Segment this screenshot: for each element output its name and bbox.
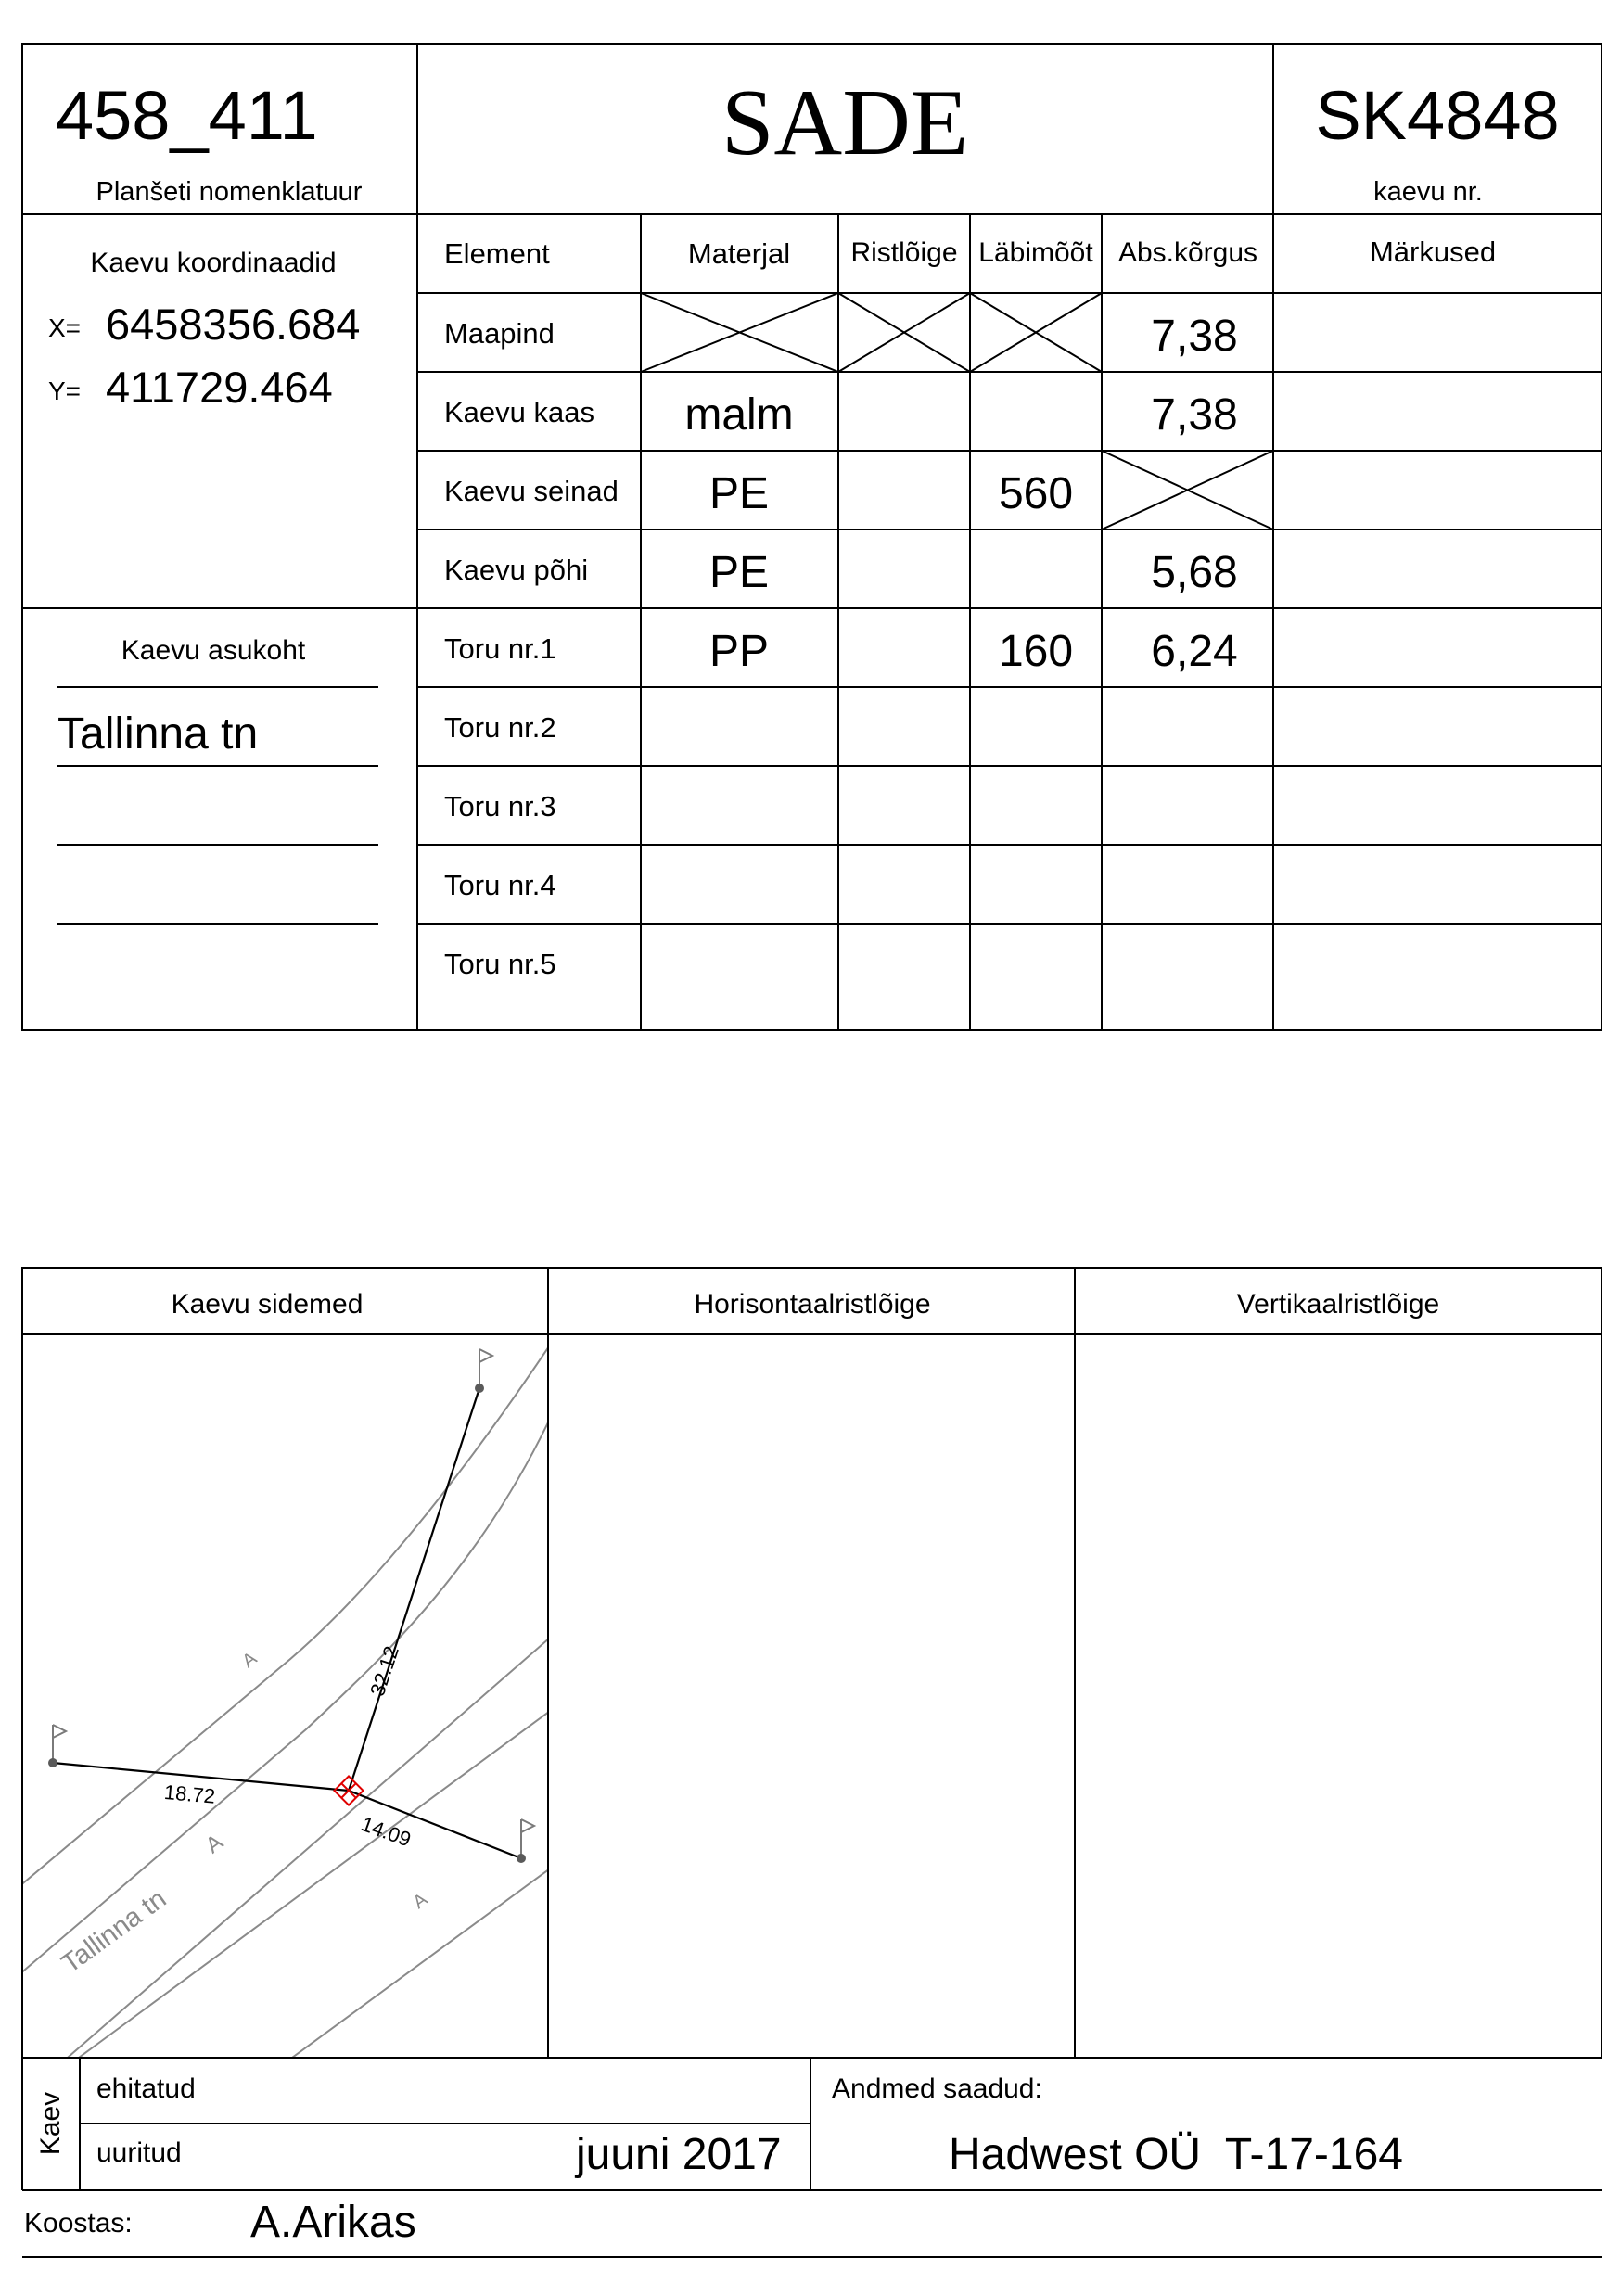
built-label: ehitatud: [96, 2073, 196, 2104]
col-material: Materjal: [687, 237, 791, 270]
location-label: Kaevu asukoht: [121, 635, 306, 666]
kaev-label: Kaev: [35, 2091, 66, 2156]
col-elevation: Abs.kõrgus: [1117, 237, 1258, 268]
row-element: Toru nr.2: [444, 711, 556, 744]
row-element: Kaevu põhi: [444, 554, 589, 586]
source-value: Hadwest OÜ T-17-164: [948, 2130, 1404, 2179]
surveyed-label: uuritud: [96, 2137, 182, 2168]
row-element: Toru nr.1: [444, 632, 556, 665]
row-element: Kaevu kaas: [444, 396, 594, 428]
row-element: Maapind: [444, 317, 555, 350]
lane-label-2: A: [238, 1648, 262, 1672]
tie-lines: [53, 1388, 521, 1858]
sheet-number: 458_411: [56, 77, 318, 154]
col-diameter: Läbimõõt: [978, 237, 1093, 268]
row-elevation: 5,68: [1151, 548, 1238, 597]
row-elevation: 6,24: [1151, 627, 1238, 676]
location-line-1: Tallinna tn: [57, 709, 259, 759]
row-elevation: 7,38: [1151, 390, 1238, 440]
x-label: X=: [48, 313, 82, 342]
row-material: PP: [708, 627, 770, 676]
panel-title-ties: Kaevu sidemed: [171, 1289, 364, 1320]
y-label: Y=: [48, 376, 82, 405]
panel-title-horizontal: Horisontaalristlõige: [694, 1289, 931, 1320]
row-diameter: 560: [998, 469, 1074, 518]
col-element: Element: [444, 237, 550, 270]
y-coordinate: 411729.464: [106, 363, 333, 412]
source-label: Andmed saadud:: [832, 2073, 1042, 2104]
row-elevation: 7,38: [1151, 312, 1238, 361]
col-section: Ristlõige: [850, 237, 958, 268]
row-material: PE: [708, 469, 770, 518]
street-name-label: Tallinna tn: [56, 1883, 172, 1980]
row-material: malm: [684, 390, 794, 440]
author-name: A.Arikas: [250, 2198, 416, 2247]
row-element: Toru nr.3: [444, 790, 556, 823]
street-lines: [19, 1335, 556, 2100]
row-element: Toru nr.5: [444, 948, 556, 980]
well-label: kaevu nr.: [1373, 177, 1483, 207]
author-label: Koostas:: [24, 2208, 133, 2239]
page-title: SADE: [721, 70, 969, 175]
well-number: SK4848: [1315, 77, 1560, 154]
x-coordinate: 6458356.684: [106, 300, 361, 349]
lane-label-3: A: [409, 1889, 432, 1913]
row-element: Kaevu seinad: [444, 475, 619, 507]
reference-points: [53, 1349, 534, 1858]
distance-label-west: 18.72: [162, 1780, 217, 1808]
lane-label-1: A: [200, 1829, 228, 1859]
row-element: Toru nr.4: [444, 869, 556, 901]
distance-label-north: 32.12: [365, 1643, 403, 1700]
distance-label-east: 14.09: [358, 1812, 415, 1852]
panel-title-vertical: Vertikaalristlõige: [1236, 1289, 1440, 1320]
col-notes: Märkused: [1369, 236, 1497, 268]
sheet-label: Planšeti nomenklatuur: [96, 177, 363, 207]
surveyed-date: juuni 2017: [576, 2130, 782, 2179]
coordinates-label: Kaevu koordinaadid: [90, 248, 337, 278]
row-material: PE: [708, 548, 770, 597]
row-diameter: 160: [998, 627, 1074, 676]
